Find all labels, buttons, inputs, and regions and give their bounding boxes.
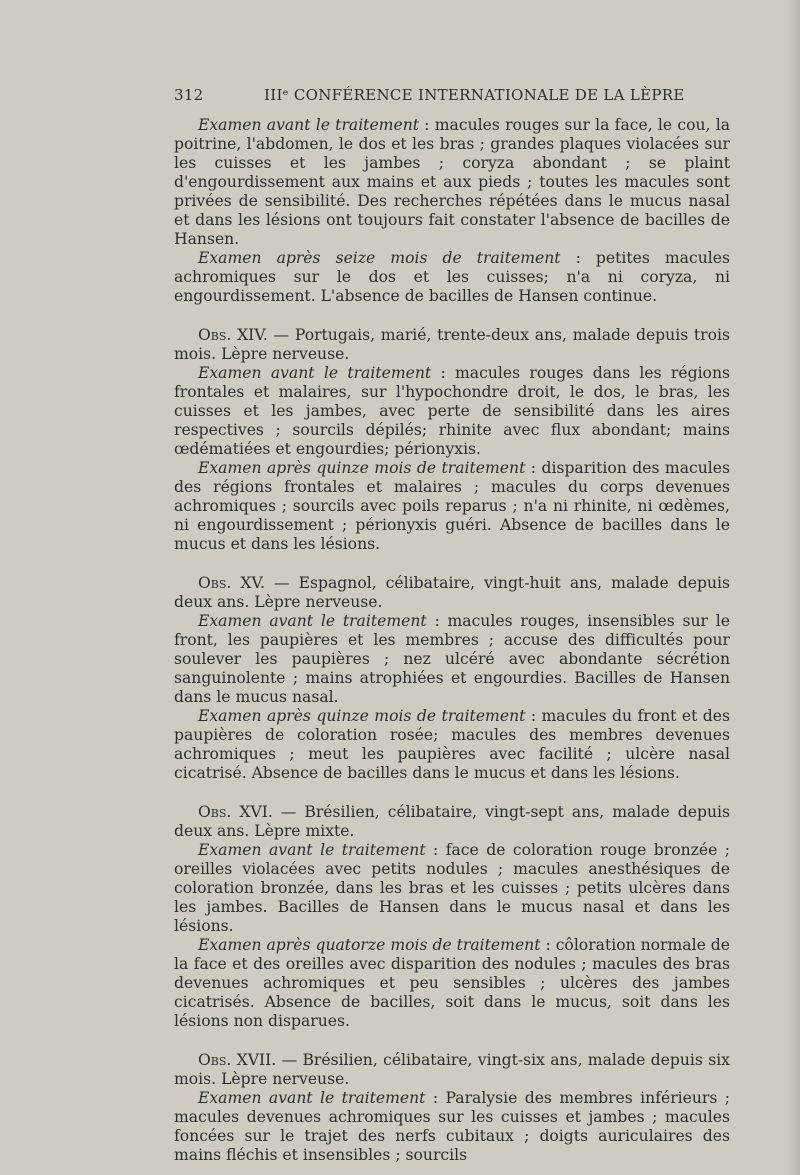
running-title: IIIᵉ CONFÉRENCE INTERNATIONALE DE LA LÈPRE bbox=[264, 86, 685, 104]
observation-heading bbox=[174, 326, 730, 364]
paragraph-exam bbox=[174, 364, 730, 459]
observation-heading bbox=[174, 1051, 730, 1089]
exam-lead: Examen avant le traitement bbox=[198, 612, 427, 630]
paragraph-text: : macules rouges, insensibles sur le front, les paupières et les membres ; accuse des difficultés pour soulever les paupières ; nez ulcéré avec abondante sécrétion sanguinolente ; mains atrophiées et engourdies. Bacilles de Hansen dans le mucus nasal. bbox=[174, 612, 730, 706]
exam-lead: Examen avant le traitement bbox=[198, 364, 432, 382]
exam-lead: Examen après quinze mois de traitement bbox=[198, 707, 526, 725]
observation-label: Obs. XV. bbox=[198, 574, 265, 592]
paragraph-text: : macules rouges sur la face, le cou, la poitrine, l'abdomen, le dos et les bras ; grandes plaques violacées sur les cuisses et les jambes ; coryza abondant ; se plaint d'engourdissement aux mains et aux pieds ; toutes les macules sont privées de sensibilité. Des recherches répétées dans le mucus nasal et dans les lésions ont toujours fait constater l'absence de bacilles de Hansen. bbox=[174, 116, 731, 248]
paragraph-text: — Espagnol, célibataire, vingt-huit ans, malade depuis deux ans. Lèpre nerveuse. bbox=[174, 574, 730, 611]
exam-lead: Examen avant le traitement bbox=[198, 116, 420, 134]
observation-heading bbox=[174, 574, 730, 612]
paragraph-text: : disparition des macules des régions frontales et malaires ; macules du corps devenues achromiques ; sourcils avec poils reparus ; n'a ni rhinite, ni œdèmes, ni engourdissement ; périonyxis guéri. Absence de bacilles dans le mucus et dans les lésions. bbox=[174, 459, 731, 553]
paragraph-text: — Brésilien, célibataire, vingt-six ans, malade depuis six mois. Lèpre nerveuse. bbox=[174, 1051, 730, 1088]
paragraph-exam bbox=[174, 841, 730, 936]
paragraph-text: : Paralysie des membres inférieurs ; macules devenues achromiques sur les cuisses et jambes ; macules foncées sur le trajet des nerfs cubitaux ; doigts auriculaires des mains fléchis et insensibles ; sourcils bbox=[174, 1089, 731, 1164]
paragraph-exam bbox=[174, 936, 730, 1031]
paragraph-exam bbox=[174, 459, 730, 554]
observation-label: Obs. XVII. bbox=[198, 1051, 277, 1069]
paragraph-exam bbox=[174, 1089, 730, 1165]
paragraph-text: : côloration normale de la face et des oreilles avec disparition des nodules ; macules des bras devenues achromiques et peu sensibles ; ulcères des jambes cicatrisés. Absence de bacilles, soit dans le mucus, soit dans les lésions non disparues. bbox=[174, 936, 730, 1030]
observation-heading bbox=[174, 803, 730, 841]
paragraph-exam bbox=[174, 612, 730, 707]
paragraph-text: — Portugais, marié, trente-deux ans, malade depuis trois mois. Lèpre nerveuse. bbox=[174, 326, 731, 363]
paragraph-text: — Brésilien, célibataire, vingt-sept ans, malade depuis deux ans. Lèpre mixte. bbox=[174, 803, 730, 840]
paragraph-exam bbox=[174, 707, 730, 783]
observation-label: Obs. XIV. bbox=[198, 326, 268, 344]
paragraph-text: : face de coloration rouge bronzée ; oreilles violacées avec petits nodules ; macules anesthésiques de coloration bronzée, dans les bras et les cuisses ; petits ulcères dans les jambes. Bacilles de Hansen dans le mucus nasal et dans les lésions. bbox=[174, 841, 731, 935]
exam-lead: Examen après seize mois de traitement bbox=[198, 249, 561, 267]
exam-lead: Examen après quinze mois de traitement bbox=[198, 459, 526, 477]
page-body bbox=[174, 116, 730, 1165]
exam-lead: Examen avant le traitement bbox=[198, 1089, 426, 1107]
observation-label: Obs. XVI. bbox=[198, 803, 273, 821]
exam-lead: Examen après quatorze mois de traitement bbox=[198, 936, 541, 954]
paragraph-text: : macules du front et des paupières de coloration rosée; macules des membres devenues achromiques ; meut les paupières avec facilité ; ulcère nasal cicatrisé. Absence de bacilles dans le mucus et dans les lésions. bbox=[174, 707, 731, 782]
page-edge-shadow bbox=[786, 0, 800, 1175]
paragraph-exam bbox=[174, 116, 730, 249]
paragraph-exam bbox=[174, 249, 730, 306]
paragraph-text: : macules rouges dans les régions frontales et malaires, sur l'hypochondre droit, le dos, le bras, les cuisses et les jambes, avec perte de sensibilité dans les aires respectives ; sourcils dépilés; rhinite avec flux abondant; mains œdématiées et engourdies; périonyxis. bbox=[174, 364, 730, 458]
paragraph-text: : petites macules achromiques sur le dos et les cuisses; n'a ni coryza, ni engourdissement. L'absence de bacilles de Hansen continue. bbox=[174, 249, 730, 305]
page-number: 312 bbox=[174, 86, 204, 104]
exam-lead: Examen avant le traitement bbox=[198, 841, 426, 859]
